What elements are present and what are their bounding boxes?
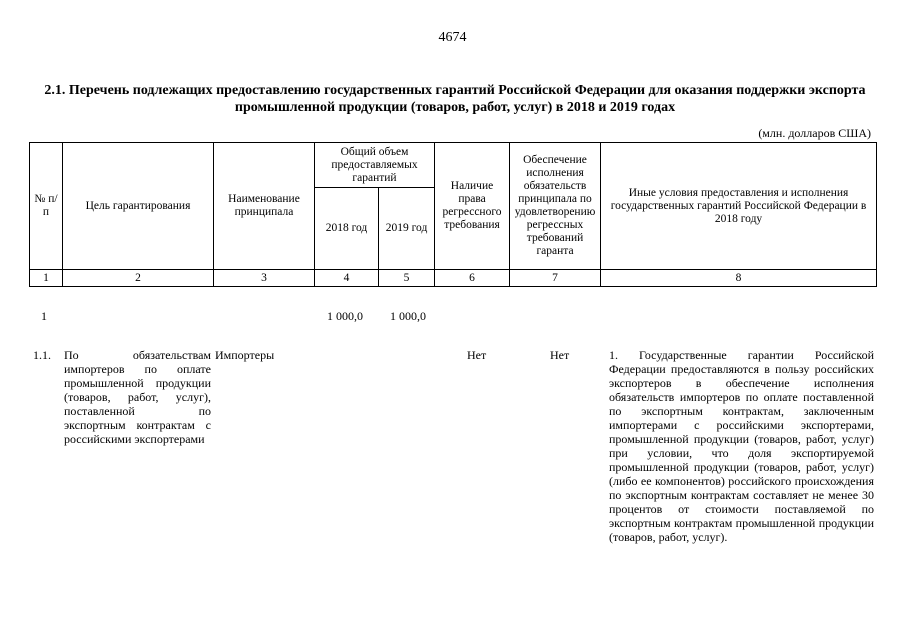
column-number: 7 bbox=[510, 270, 601, 287]
column-number: 5 bbox=[379, 270, 435, 287]
row-num: 1.1. bbox=[33, 348, 51, 362]
column-number: 3 bbox=[214, 270, 315, 287]
total-2019: 1 000,0 bbox=[390, 309, 426, 323]
header-regress: Наличие права регрессного требования bbox=[435, 143, 510, 270]
units-note: (млн. долларов США) bbox=[758, 126, 871, 140]
header-year-2018: 2018 год bbox=[315, 188, 379, 270]
row-principal: Импортеры bbox=[215, 348, 275, 362]
row-security: Нет bbox=[550, 348, 570, 362]
header-other-conditions: Иные условия предоставления и исполнения государственных гарантий Российской Федерации в 2018 году bbox=[601, 143, 877, 270]
header-volume: Общий объем предоставляемых гарантий bbox=[315, 143, 435, 188]
column-number: 2 bbox=[63, 270, 214, 287]
header-num: № п/п bbox=[30, 143, 63, 270]
guarantees-header-table bbox=[29, 142, 877, 287]
column-number: 1 bbox=[30, 270, 63, 287]
total-num: 1 bbox=[41, 309, 47, 323]
header-principal: Наименование принципала bbox=[214, 143, 315, 270]
header-security: Обеспечение исполнения обязательств принципала по удовлетворению регрессных требований гаранта bbox=[510, 143, 601, 270]
column-number: 8 bbox=[601, 270, 877, 287]
page-number: 4674 bbox=[438, 30, 467, 45]
column-number: 6 bbox=[435, 270, 510, 287]
section-title: 2.1. Перечень подлежащих предоставлению государственных гарантий Российской Федерации для оказания поддержки экспорта промышленной продукции (товаров, работ, услуг) в 2018 и 2019 годах bbox=[44, 83, 866, 115]
row-regress: Нет bbox=[467, 348, 487, 362]
header-year-2019: 2019 год bbox=[379, 188, 435, 270]
row-other-conditions: 1. Государственные гарантии Российской Федерации предоставляются в пользу российских экспортеров в обеспечение исполнения обязательств импортеров по оплате поставленной по экспортным контрактам, заключенным импортерами с российскими экспортерами, промышленной продукции (товаров, работ, услуг) при условии, что доля экспортируемой промышленной продукции (товаров, работ, услуг) (либо ее компонентов) российского происхождения по экспортным контрактам составляет не менее 30 процентов от стоимости поставляемой по экспортным контрактам промышленной продукции (товаров, работ, услуг). bbox=[609, 348, 874, 544]
total-2018: 1 000,0 bbox=[327, 309, 363, 323]
column-number: 4 bbox=[315, 270, 379, 287]
header-purpose: Цель гарантирования bbox=[63, 143, 214, 270]
row-purpose: По обязательствам импортеров по оплате промышленной продукции (товаров, работ, услуг), поставленной по экспортным контрактам с российскими экспортерами bbox=[64, 348, 211, 446]
